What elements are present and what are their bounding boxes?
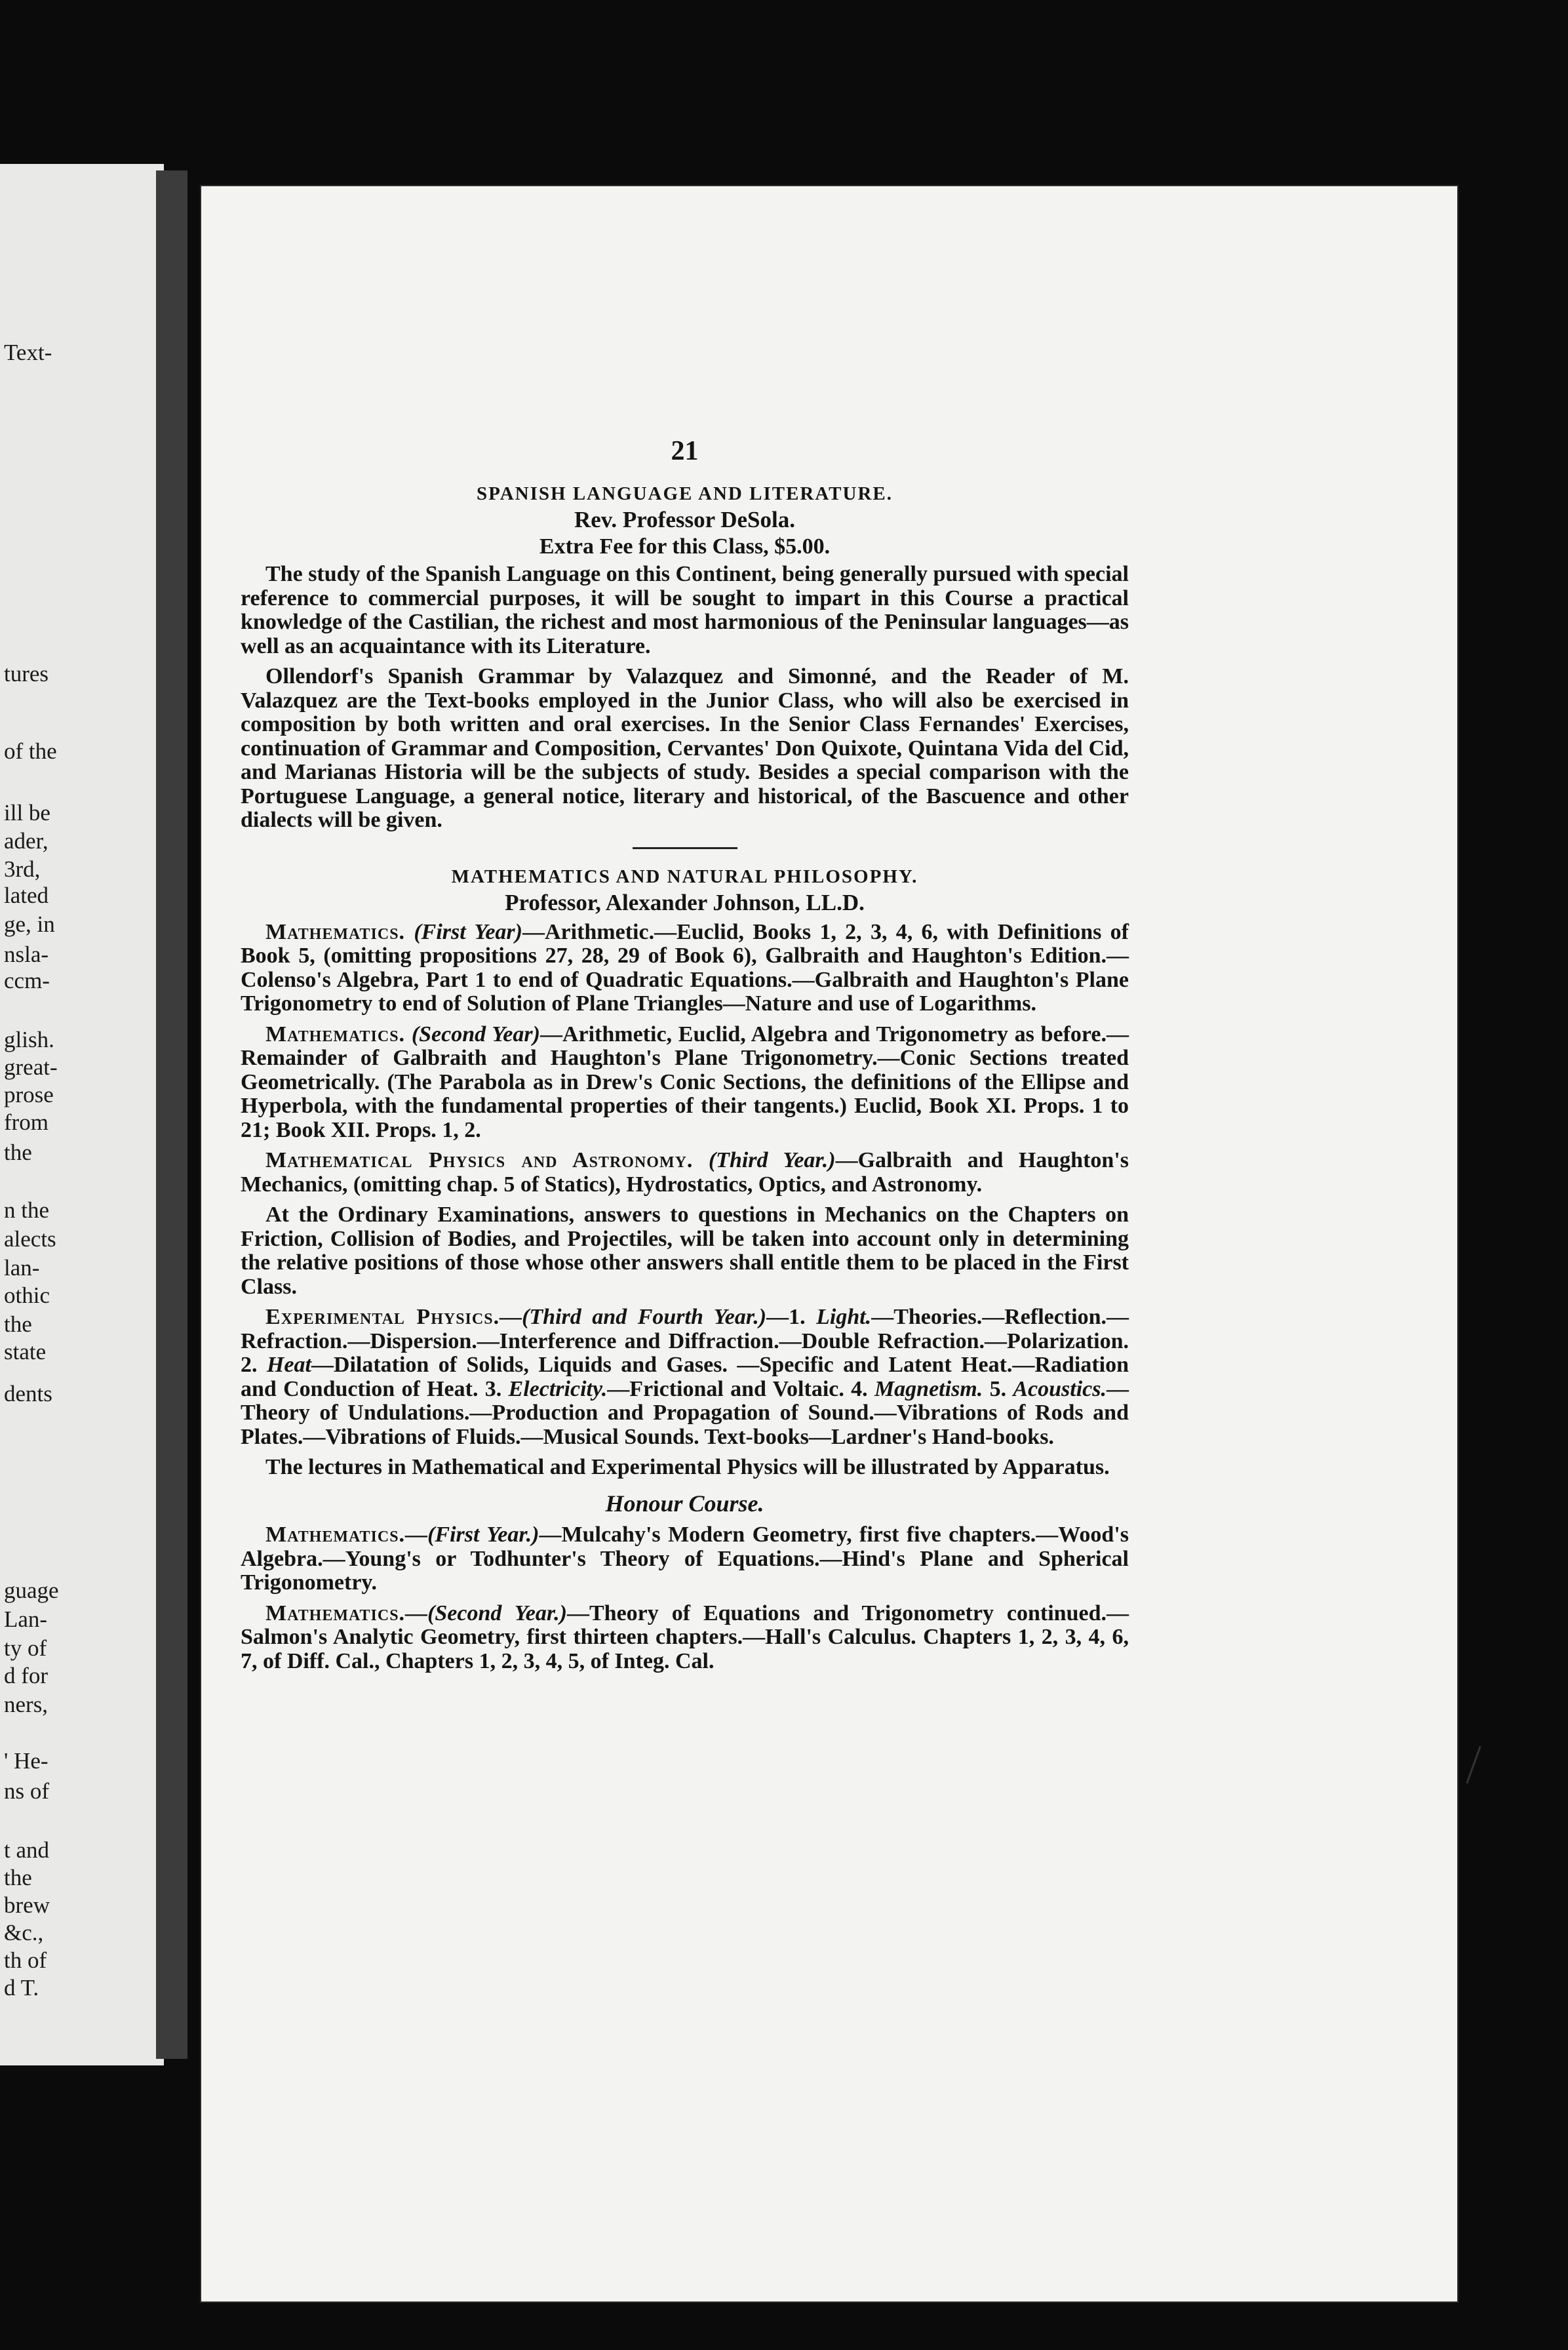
left-page-fragment: of the xyxy=(4,738,57,764)
page-number: 21 xyxy=(671,436,699,466)
course-head: Mathematical Physics and Astronomy. xyxy=(265,1148,694,1172)
professor-line: Professor, Alexander Johnson, LL.D. xyxy=(505,890,865,915)
left-page-fragment: the xyxy=(4,1865,32,1890)
course-text: —Galbraith and Haughton's Mechanics, (omitting chap. 5 of Statics), Hydrostatics, Optics, and Astronomy. xyxy=(241,1148,1129,1197)
topic-label: Acoustics. xyxy=(1013,1376,1107,1401)
left-page-fragment: brew xyxy=(4,1892,50,1918)
left-page-fragment: state xyxy=(4,1339,47,1364)
left-page-fragment: ty of xyxy=(4,1635,47,1661)
page-content xyxy=(241,436,1129,1680)
left-page-fragment: ader, xyxy=(4,828,49,854)
left-page-fragment: d T. xyxy=(4,1975,39,2001)
course-text: —Mulcahy's Modern Geometry, first five chapters.—Wood's Algebra.—Young's or Todhunter's Theory of Equations.—Hind's Plane and Spherical Trigonometry. xyxy=(241,1523,1129,1595)
left-page-fragment: 3rd, xyxy=(4,856,41,882)
section-title-spanish: SPANISH LANGUAGE AND LITERATURE. xyxy=(477,483,893,504)
left-page-fragment: from xyxy=(4,1109,49,1135)
course-text: —Theory of Undulations.—Production and Propagation of Sound.—Vibrations of Rods and Plates.—Vibrations of Fluids.—Musical Sounds. Text-books—Lardner's Hand-books. xyxy=(241,1376,1129,1449)
left-page xyxy=(0,164,164,2065)
left-page-fragment: ill be xyxy=(4,800,50,826)
left-page-fragment: ' He- xyxy=(4,1748,49,1774)
left-page-fragment: ccm- xyxy=(4,968,50,993)
left-page-fragment: guage xyxy=(4,1578,59,1603)
left-page-fragment: t and xyxy=(4,1837,50,1863)
course-text: —Theories.—Reflection.—Refraction.—Dispersion.—Interference and Diffraction.—Double Refraction.—Polarization. 2. xyxy=(241,1305,1129,1377)
paragraph xyxy=(241,1305,1129,1449)
left-page-fragment: glish. xyxy=(4,1027,54,1052)
left-page-fragment: th of xyxy=(4,1947,47,1973)
paragraph xyxy=(241,1602,1129,1674)
paragraph xyxy=(241,1023,1129,1143)
left-page-fragment: lated xyxy=(4,883,49,908)
paragraph xyxy=(241,1523,1129,1595)
course-head: Mathematics. xyxy=(265,1022,406,1046)
year-label: (First Year) xyxy=(414,919,522,944)
honour-course-heading: Honour Course. xyxy=(605,1490,764,1517)
section-title-math: MATHEMATICS AND NATURAL PHILOSOPHY. xyxy=(451,866,918,887)
left-page-fragment: ners, xyxy=(4,1692,49,1717)
left-page-fragment: ge, in xyxy=(4,911,55,937)
left-page-fragment: Lan- xyxy=(4,1606,48,1632)
topic-label: Heat xyxy=(266,1353,311,1377)
paragraph xyxy=(241,921,1129,1016)
professor-line: Rev. Professor DeSola. xyxy=(574,507,795,532)
course-text: —Arithmetic.—Euclid, Books 1, 2, 3, 4, 6, with Definitions of Book 5, (omitting propositions 27, 28, 29 of Book 6), Galbraith and Haughton's Edition.—Colenso's Algebra, Part 1 to end of Quadratic Equations.—Galbraith and Haughton's Plane Trigonometry to end of Solution of Plane Triangles—Nature and use of Logarithms. xyxy=(241,919,1129,1016)
topic-label: Light. xyxy=(816,1305,872,1329)
year-label: —(Second Year.) xyxy=(405,1601,567,1625)
topic-label: Electricity. xyxy=(508,1376,608,1401)
left-page-fragment: the xyxy=(4,1140,32,1165)
paragraph: The lectures in Mathematical and Experimental Physics will be illustrated by Apparatus. xyxy=(265,1455,1110,1479)
year-label: (Second Year) xyxy=(411,1022,540,1046)
course-text: —Frictional and Voltaic. 4. xyxy=(607,1376,874,1401)
left-page-fragment: d for xyxy=(4,1663,49,1688)
course-text: —Arithmetic, Euclid, Algebra and Trigonometry as before.—Remainder of Galbraith and Haughton's Plane Trigonometry.—Conic Sections treated Geometrically. (The Parabola as in Drew's Conic Sections, the definitions of the Ellipse and Hyperbola, with the fundamental properties of their tangents.) Euclid, Book XI. Props. 1 to 21; Book XII. Props. 1, 2. xyxy=(241,1022,1129,1142)
course-text: —1. xyxy=(766,1305,817,1329)
left-page-fragment: tures xyxy=(4,661,49,687)
course-head: Experimental Physics. xyxy=(265,1305,500,1329)
section-divider xyxy=(633,847,737,849)
paragraph: Ollendorf's Spanish Grammar by Valazquez and Simonné, and the Reader of M. Valazquez are the Text-books employed in the Junior Class, who will also be exercised in composition by both written and oral exercises. In the Senior Class Fernandes' Exercises, continuation of Grammar and Composition, Cervantes' Don Quixote, Quintana Vida del Cid, and Marianas Historia will be the subjects of study. Besides a special comparison with the Portuguese Language, a general notice, literary and historical, of the Bascuence and other dialects will be given. xyxy=(241,664,1129,832)
scan-artifact xyxy=(1466,1746,1481,1783)
course-text: —Theory of Equations and Trigonometry continued.—Salmon's Analytic Geometry, first thirteen chapters.—Hall's Calculus. Chapters 1, 2, 3, 4, 6, 7, of Diff. Cal., Chapters 1, 2, 3, 4, 5, of Integ. Cal. xyxy=(241,1601,1129,1673)
course-head: Mathematics. xyxy=(265,1523,406,1547)
left-page-fragment: the xyxy=(4,1311,32,1337)
left-page-fragment: great- xyxy=(4,1054,58,1080)
left-page-fragment: othic xyxy=(4,1283,50,1308)
left-page-fragment: Text- xyxy=(4,340,52,365)
left-page-fragment: ns of xyxy=(4,1778,50,1804)
year-label: —(Third and Fourth Year.) xyxy=(500,1305,767,1329)
left-page-fragment: n the xyxy=(4,1197,50,1223)
topic-label: Magnetism. xyxy=(874,1376,983,1401)
paragraph xyxy=(241,1149,1129,1197)
year-label: (Third Year.) xyxy=(708,1148,836,1172)
left-page-fragment: prose xyxy=(4,1082,54,1107)
left-page-fragment: nsla- xyxy=(4,942,49,967)
year-label: —(First Year.) xyxy=(405,1523,539,1547)
course-head: Mathematics. xyxy=(265,1601,406,1625)
course-text: —Dilatation of Solids, Liquids and Gases. —Specific and Latent Heat.—Radiation and Conduction of Heat. 3. xyxy=(241,1353,1129,1401)
left-page-fragment: &c., xyxy=(4,1920,44,1945)
left-page-fragment: lan- xyxy=(4,1255,40,1281)
paragraph: At the Ordinary Examinations, answers to questions in Mechanics on the Chapters on Friction, Collision of Bodies, and Projectiles, will be taken into account only in determining the relative positions of those whose other answers shall entitle them to be placed in the First Class. xyxy=(241,1203,1129,1299)
course-text: 5. xyxy=(983,1376,1013,1401)
fee-line: Extra Fee for this Class, $5.00. xyxy=(539,534,831,559)
gutter-shadow xyxy=(156,170,187,2059)
left-page-fragment: dents xyxy=(4,1381,52,1406)
paragraph: The study of the Spanish Language on this Continent, being generally pursued with special reference to commercial purposes, it will be sought to impart in this Course a practical knowledge of the Castilian, the richest and most harmonious of the Peninsular languages—as well as an acquaintance with its Literature. xyxy=(241,562,1129,658)
left-page-fragment: alects xyxy=(4,1226,56,1252)
course-head: Mathematics. xyxy=(265,919,406,944)
